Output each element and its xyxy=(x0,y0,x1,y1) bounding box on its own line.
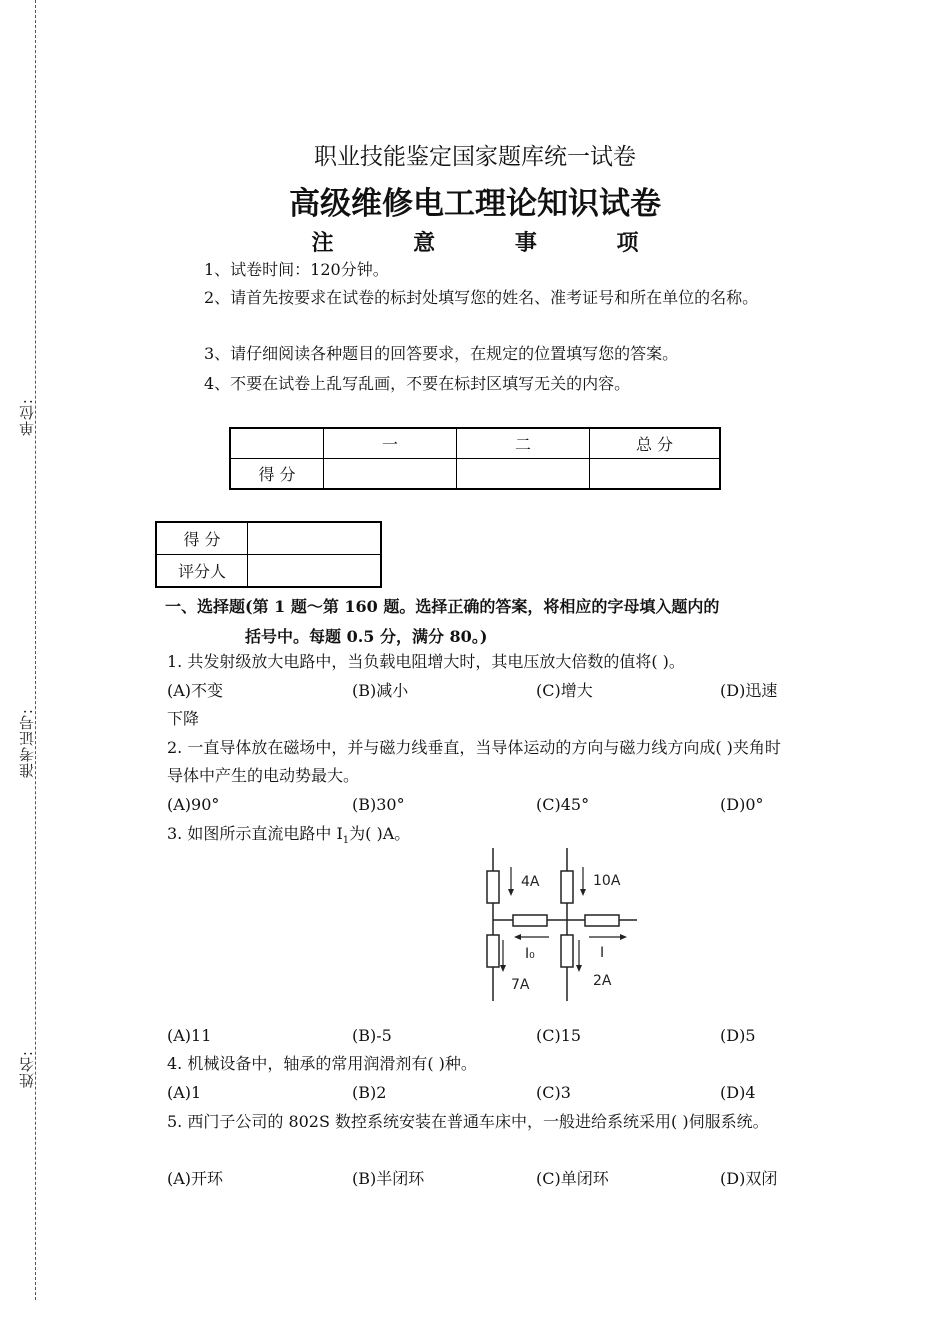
exam-series-title: 职业技能鉴定国家题库统一试卷 xyxy=(314,144,636,170)
exam-id-label: 准考证号: xyxy=(18,708,36,779)
option-wrap-text: 下降 xyxy=(167,709,200,728)
question-options xyxy=(167,1022,807,1050)
option-d[interactable]: (D)0° xyxy=(720,795,764,814)
option-a[interactable]: (A)1 xyxy=(167,1083,202,1102)
score-cell[interactable] xyxy=(457,459,590,490)
section-heading-line1: 一、选择题(第 1 题～第 160 题。选择正确的答案，将相应的字母填入题内的 xyxy=(165,597,720,616)
question-options xyxy=(167,1165,807,1193)
question-text-pre: 3. 如图所示直流电路中 I xyxy=(167,824,343,843)
option-c[interactable]: (C)增大 xyxy=(536,681,593,700)
question-options xyxy=(167,791,807,819)
question-text-sub: 1 xyxy=(342,835,350,847)
option-d[interactable]: (D)4 xyxy=(720,1083,756,1102)
notice-item: 3、请仔细阅读各种题目的回答要求，在规定的位置填写您的答案。 xyxy=(204,344,679,363)
score-cell[interactable] xyxy=(324,459,457,490)
notice-item: 1、试卷时间：120分钟。 xyxy=(204,260,389,279)
option-d[interactable]: (D)双闭 xyxy=(720,1169,778,1188)
option-b[interactable]: (B)半闭环 xyxy=(352,1169,425,1188)
current-label-bottom-right: 2A xyxy=(593,973,612,989)
section-heading xyxy=(165,592,805,652)
question-options xyxy=(167,1079,807,1107)
grader-table xyxy=(155,521,382,588)
option-b[interactable]: (B)30° xyxy=(352,795,405,814)
score-header-cell: 二 xyxy=(457,428,590,459)
score-row-label: 得 分 xyxy=(230,459,324,490)
question-text: 1. 共发射级放大电路中，当负载电阻增大时，其电压放大倍数的值将( )。 xyxy=(167,652,685,671)
question-text: 5. 西门子公司的 802S 数控系统安装在普通车床中，一般进给系统采用( )伺服系统。 xyxy=(167,1112,769,1131)
option-a[interactable]: (A)开环 xyxy=(167,1169,224,1188)
grader-score-cell[interactable] xyxy=(248,522,382,555)
question-options xyxy=(167,677,807,705)
option-d[interactable]: (D)迅速 xyxy=(720,681,778,700)
option-b[interactable]: (B)2 xyxy=(352,1083,387,1102)
option-c[interactable]: (C)3 xyxy=(536,1083,571,1102)
option-a[interactable]: (A)90° xyxy=(167,795,220,814)
section-heading-line2: 括号中。每题 0.5 分，满分 80。) xyxy=(245,627,488,646)
option-d[interactable]: (D)5 xyxy=(720,1026,756,1045)
name-label: 姓名: xyxy=(18,1050,36,1089)
grader-name-label: 评分人 xyxy=(156,555,248,588)
unit-label: 单位: xyxy=(18,398,36,437)
current-label-mid-left: I₀ xyxy=(525,946,535,962)
option-c[interactable]: (C)45° xyxy=(536,795,590,814)
question-text: 2. 一直导体放在磁场中，并与磁力线垂直，当导体运动的方向与磁力线方向成( )夹角时导体中产生的电动势最大。 xyxy=(167,738,781,785)
option-b[interactable]: (B)减小 xyxy=(352,681,409,700)
score-summary-table xyxy=(229,427,721,490)
current-label-top-left: 4A xyxy=(521,874,540,890)
exam-title: 高级维修电工理论知识试卷 xyxy=(289,186,661,222)
grader-name-cell[interactable] xyxy=(248,555,382,588)
option-a[interactable]: (A)11 xyxy=(167,1026,212,1045)
circuit-diagram xyxy=(455,843,655,1008)
score-header-cell xyxy=(230,428,324,459)
score-header-cell: 总 分 xyxy=(590,428,721,459)
notice-heading: 注 意 事 项 xyxy=(311,231,675,256)
option-c[interactable]: (C)15 xyxy=(536,1026,582,1045)
option-b[interactable]: (B)-5 xyxy=(352,1026,392,1045)
current-label-mid-right: I xyxy=(600,945,605,961)
question-text: 4. 机械设备中，轴承的常用润滑剂有( )种。 xyxy=(167,1054,477,1073)
option-a[interactable]: (A)不变 xyxy=(167,681,224,700)
score-header-cell: 一 xyxy=(324,428,457,459)
notice-item: 4、不要在试卷上乱写乱画，不要在标封区填写无关的内容。 xyxy=(204,374,631,393)
score-cell[interactable] xyxy=(590,459,721,490)
current-label-top-right: 10A xyxy=(593,873,621,889)
option-c[interactable]: (C)单闭环 xyxy=(536,1169,609,1188)
question-text-post: 为( )A。 xyxy=(349,824,411,843)
notice-item: 2、请首先按要求在试卷的标封处填写您的姓名、准考证号和所在单位的名称。 xyxy=(204,288,759,307)
grader-score-label: 得 分 xyxy=(156,522,248,555)
current-label-bottom-left: 7A xyxy=(511,977,530,993)
